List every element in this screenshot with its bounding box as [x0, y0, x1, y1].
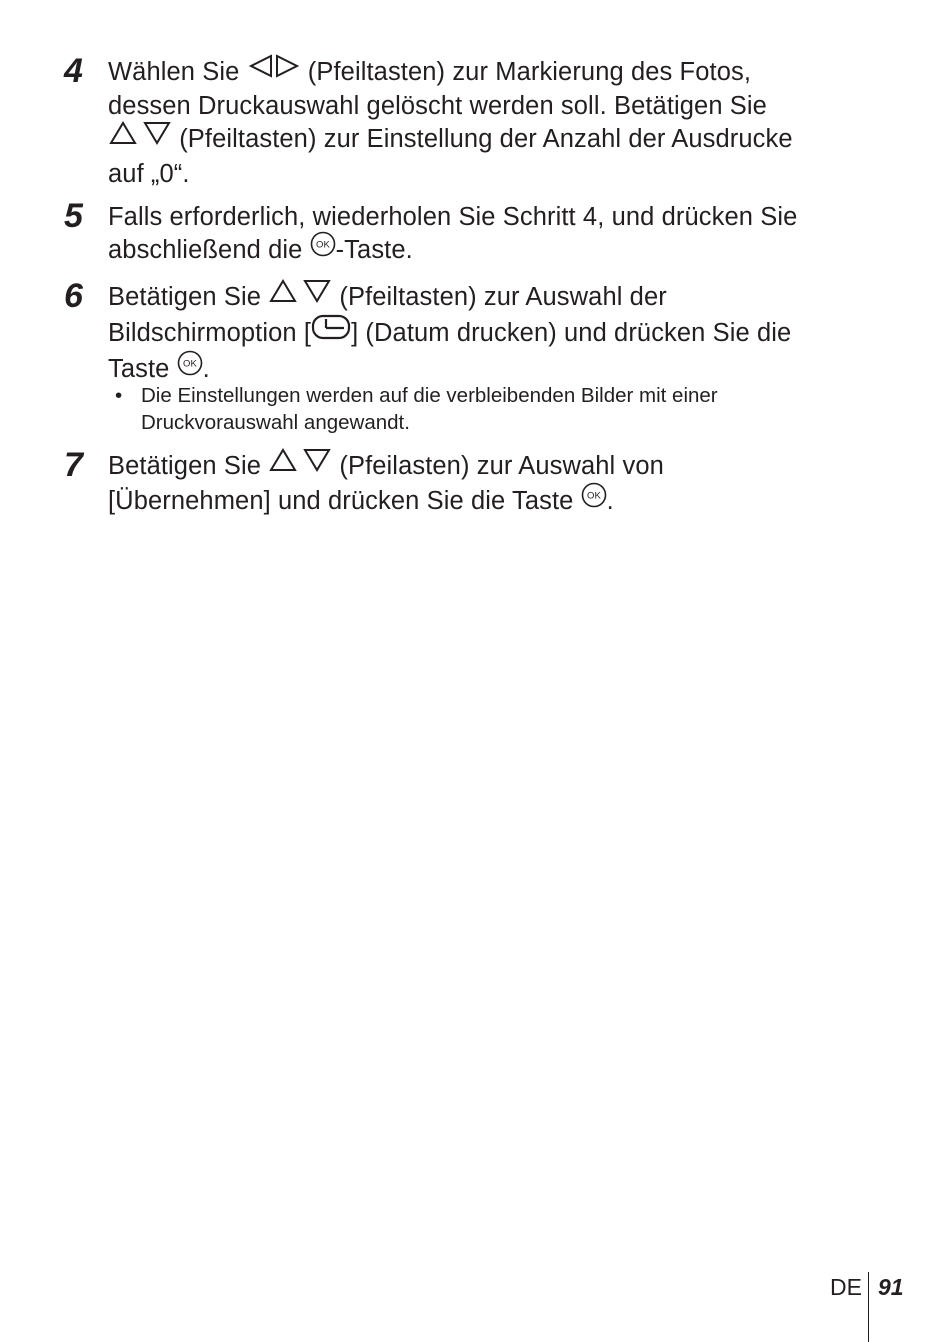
footer-language: DE	[830, 1274, 862, 1300]
step-6	[64, 277, 864, 388]
step-number: 4	[64, 52, 83, 90]
step-text-segment: Wählen Sie	[108, 58, 240, 86]
step-5	[64, 197, 864, 269]
footer-divider	[868, 1272, 869, 1342]
svg-text:OK: OK	[586, 490, 601, 502]
note-text-line: Druckvorauswahl angewandt.	[141, 411, 410, 434]
step-text-segment: (Pfeilasten) zur Auswahl von	[339, 452, 664, 481]
step-text-segment: abschließend die	[108, 236, 303, 265]
bullet-point: •	[115, 384, 123, 407]
step-text-segment: [Übernehmen] und drücken Sie die Taste	[108, 487, 574, 516]
step-text-segment: .	[202, 355, 210, 384]
step-text	[108, 281, 864, 388]
step-number: 6	[64, 277, 83, 315]
step-text-segment: (Pfeiltasten) zur Auswahl der	[339, 283, 667, 312]
step-text-segment: .	[606, 487, 614, 516]
step-text-segment: -Taste.	[335, 236, 413, 265]
step-text-segment: ] (Datum drucken) und drücken Sie die	[351, 319, 792, 348]
date-print-icon	[311, 313, 351, 350]
step-4	[64, 52, 864, 191]
up-down-arrow-icon	[108, 120, 172, 155]
left-right-arrow-icon	[247, 54, 301, 87]
ok-button-icon	[310, 231, 336, 266]
step-text-segment: (Pfeiltasten) zur Markierung des Fotos,	[307, 58, 752, 86]
step-number: 7	[64, 446, 83, 484]
step-text-segment: Betätigen Sie	[108, 452, 261, 481]
step-text-segment: Taste	[108, 355, 170, 384]
step-6-note	[115, 382, 835, 436]
note-text-line: Die Einstellungen werden auf die verbleibenden Bilder mit einer	[141, 384, 718, 407]
step-text-segment: (Pfeiltasten) zur Einstellung der Anzahl der Ausdrucke	[179, 125, 793, 153]
step-text-line: dessen Druckauswahl gelöscht werden soll. Betätigen Sie	[108, 91, 767, 120]
step-7	[64, 446, 864, 520]
step-text-line: Falls erforderlich, wiederholen Sie Schritt 4, und drücken Sie	[108, 203, 798, 231]
step-text	[108, 56, 864, 191]
ok-button-icon	[177, 350, 203, 385]
ok-button-icon	[581, 482, 607, 517]
step-text-line: auf „0“.	[108, 159, 190, 188]
svg-text:OK: OK	[182, 358, 197, 370]
up-down-arrow-icon	[268, 447, 332, 482]
step-text-segment: Betätigen Sie	[108, 283, 261, 312]
step-number: 5	[64, 197, 83, 235]
step-text	[108, 450, 864, 520]
page-number: 91	[878, 1274, 904, 1300]
up-down-arrow-icon	[268, 278, 332, 313]
step-text-segment: Bildschirmoption [	[108, 319, 312, 348]
step-text	[108, 201, 864, 269]
svg-text:OK: OK	[315, 239, 330, 251]
